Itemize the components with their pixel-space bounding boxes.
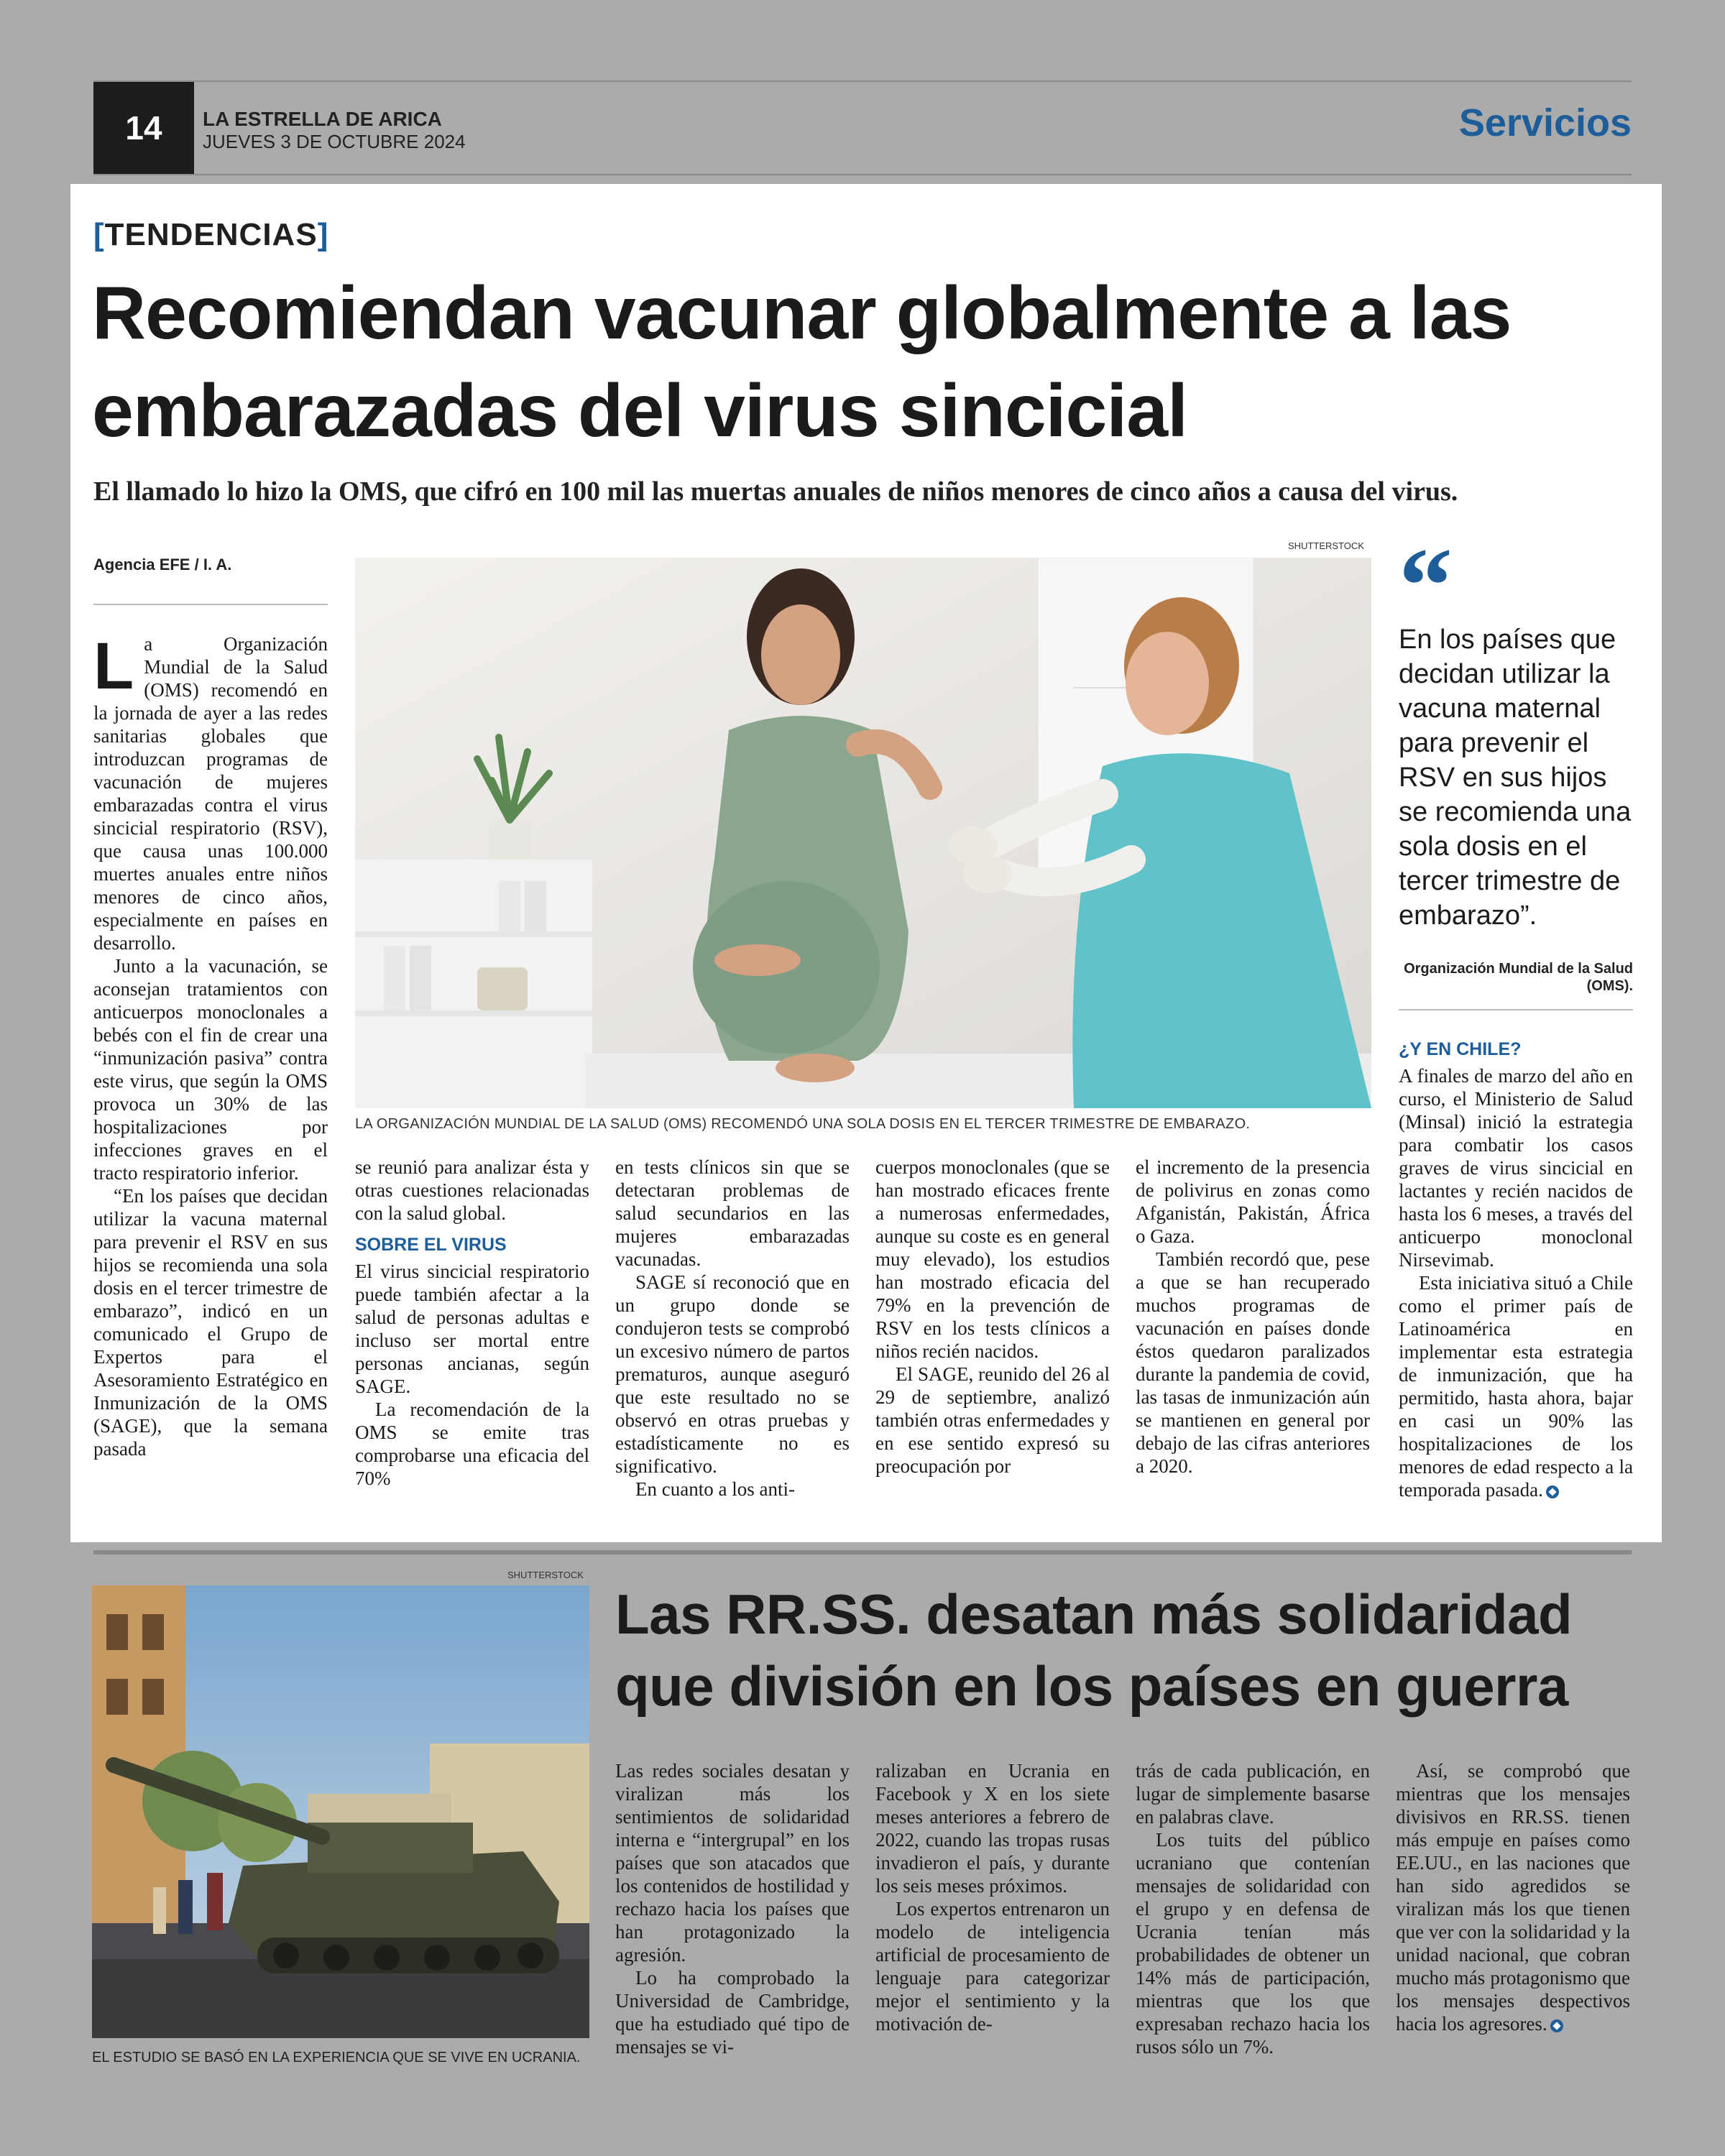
article2-column-1 bbox=[615, 1759, 850, 2058]
paragraph: Los tuits del público ucraniano que contenían mensajes de solidaridad con el grupo y en defensa de Ucrania tenían más probabilidades de obtener un 14% más de participación, mientras que los que expresaban rechazo hacia los rusos sólo un 7%. bbox=[1136, 1829, 1370, 2058]
pull-quote: En los países que decidan utilizar la vacuna maternal para prevenir el RSV en sus hijos se recomienda una sola dosis en el tercer trimestre de embarazo”. bbox=[1399, 625, 1632, 931]
paragraph: Junto a la vacunación, se aconsejan tratamientos con anticuerpos monoclonales a bebés con el fin de crear una “inmunización pasiva” contra este virus, que según la OMS provoca un 30% de las hospitalizaciones por infecciones graves en el tracto respiratorio inferior. bbox=[93, 955, 328, 1184]
paragraph: en tests clínicos sin que se detectaran problemas de salud secundarios en las mujeres embarazadas vacunadas. bbox=[615, 1156, 850, 1270]
drop-cap: L bbox=[93, 630, 134, 703]
kicker-text: TENDENCIAS bbox=[104, 217, 318, 252]
article2-column-3 bbox=[1136, 1759, 1370, 2058]
chile-sidebar bbox=[1399, 1035, 1633, 1501]
paragraph: cuerpos monoclonales (que se han mostrado eficaces frente a numerosas enfermedades, aunque su coste es en general muy elevado), los estudios han mostrado eficacia del 79% en la prevención de RSV en los tests clínicos a niños recién nacidos. bbox=[875, 1156, 1110, 1362]
section-subtitle: SOBRE EL VIRUS bbox=[355, 1235, 507, 1255]
article-headline: Recomiendan vacunar globalmente a las embarazadas del virus sincicial bbox=[92, 272, 1512, 453]
tank-photo bbox=[92, 1585, 589, 2038]
page-number: 14 bbox=[93, 82, 194, 174]
article-column-2 bbox=[355, 1156, 589, 1490]
quote-rule bbox=[1399, 1009, 1633, 1010]
photo-caption: EL ESTUDIO SE BASÓ EN LA EXPERIENCIA QUE SE VIVE EN UCRANIA. bbox=[92, 2050, 581, 2065]
paragraph: se reunió para analizar ésta y otras cuestiones relacionadas con la salud global. bbox=[355, 1156, 589, 1224]
article-headline: Las RR.SS. desatan más solidaridad que división en los países en guerra bbox=[615, 1583, 1573, 1718]
header-rule-top bbox=[93, 80, 1632, 82]
paragraph: el incremento de la presencia de polivirus en zonas como Afganistán, Pakistán, África o Gaza. bbox=[1136, 1156, 1370, 1247]
article2-column-2 bbox=[875, 1759, 1110, 2035]
paragraph: El virus sincicial respiratorio puede también afectar a la salud de personas adultas e incluso ser mortal entre personas ancianas, según SAGE. bbox=[355, 1261, 589, 1397]
section-title: Servicios bbox=[1458, 101, 1632, 144]
paragraph: También recordó que, pese a que se han recuperado muchos programas de vacunación en países donde éstos quedaron paralizados durante la pandemia de covid, las tasas de inmunización aún se mantienen en general por debajo de las cifras anteriores a 2020. bbox=[1136, 1248, 1370, 1477]
article-subhead: El llamado lo hizo la OMS, que cifró en 100 mil las muertas anuales de niños menores de cinco años a causa del virus. bbox=[93, 476, 1458, 507]
paragraph: La recomendación de la OMS se emite tras comprobarse una eficacia del 70% bbox=[355, 1399, 589, 1489]
article-column-5 bbox=[1136, 1156, 1370, 1478]
paragraph: “En los países que decidan utilizar la vacuna maternal para prevenir el RSV en sus hijos se recomienda una sola dosis en el tercer trimestre de embarazo”, indicó en un comunicado el Grupo de Expertos para el Asesoramiento Estratégico en Inmunización de la OMS (SAGE), que la semana pasada bbox=[93, 1185, 328, 1460]
photo-credit: SHUTTERSTOCK bbox=[1288, 540, 1364, 551]
paragraph: Lo ha comprobado la Universidad de Cambridge, que ha estudiado qué tipo de mensajes se vi- bbox=[615, 1967, 850, 2058]
article-column-1 bbox=[93, 632, 328, 1460]
article-column-3 bbox=[615, 1156, 850, 1501]
vaccination-photo bbox=[355, 558, 1371, 1108]
paragraph: Esta iniciativa situó a Chile como el primer país de Latinoamérica en implementar esta estrategia de inmunización, que ha permitido, hasta ahora, bajar en casi un 90% las hospitalizaciones de los menores de edad respecto a la temporada pasada. bbox=[1399, 1272, 1633, 1501]
photo-credit: SHUTTERSTOCK bbox=[507, 1570, 584, 1580]
issue-date: JUEVES 3 DE OCTUBRE 2024 bbox=[203, 131, 466, 152]
paragraph: A finales de marzo del año en curso, el Ministerio de Salud (Minsal) inició la estrategia para combatir los casos graves de virus sincicial en lactantes y recién nacidos de hasta los 6 meses, a través del anticuerpo monoclonal Nirsevimab. bbox=[1399, 1065, 1633, 1271]
quote-source: Organización Mundial de la Salud (OMS). bbox=[1404, 961, 1633, 994]
byline-rule bbox=[93, 604, 328, 605]
end-mark-icon bbox=[1546, 1485, 1559, 1498]
paragraph: Las redes sociales desatan y viralizan más los sentimientos de solidaridad interna e “intergrupal” en los países que son atacados que los contenidos de hostilidad y rechazo hacia los países que han protagonizado la agresión. bbox=[615, 1760, 850, 1966]
article-divider bbox=[93, 1550, 1632, 1554]
article-column-4 bbox=[875, 1156, 1110, 1478]
end-mark-icon bbox=[1550, 2019, 1563, 2032]
paragraph: ralizaban en Ucrania en Facebook y X en los siete meses anteriores a febrero de 2022, cuando las tropas rusas invadieron el país, y durante los seis meses próximos. bbox=[875, 1760, 1110, 1897]
paragraph: En cuanto a los anti- bbox=[635, 1478, 795, 1500]
sidebar-subtitle: ¿Y EN CHILE? bbox=[1399, 1039, 1522, 1059]
article-kicker: [TENDENCIAS] bbox=[93, 217, 329, 252]
newspaper-name: LA ESTRELLA DE ARICA bbox=[203, 108, 442, 130]
paragraph: trás de cada publicación, en lugar de simplemente basarse en palabras clave. bbox=[1136, 1760, 1370, 1828]
paragraph: Los expertos entrenaron un modelo de inteligencia artificial de procesamiento de lenguaje para categorizar mejor el sentimiento y la motivación de- bbox=[875, 1898, 1110, 2035]
paragraph: SAGE sí reconoció que en un grupo donde se condujeron tests se comprobó un excesivo número de partos prematuros, aunque aseguró que este resultado no se observó en otras pruebas y estadísticamente no es significativo. bbox=[615, 1271, 850, 1477]
header-rule-bottom bbox=[93, 174, 1632, 175]
paragraph: a Organización Mundial de la Salud (OMS) recomendó en la jornada de ayer a las redes sanitarias globales que introduzcan programas de vacunación de mujeres embarazadas contra el virus sincicial respiratorio (RSV), que causa unas 100.000 muertes anuales entre niños menores de cinco años, especialmente en países en desarrollo. bbox=[93, 633, 328, 954]
article2-column-4 bbox=[1396, 1759, 1630, 2035]
paragraph: El SAGE, reunido del 26 al 29 de septiembre, analizó también otras enfermedades y en ese sentido expresó su preocupación por bbox=[875, 1363, 1110, 1477]
paragraph: Así, se comprobó que mientras que los mensajes divisivos en RR.SS. tienen más empuje en países como EE.UU., en las naciones que han sido agredidos se viralizan más los que tienen que ver con la solidaridad y la unidad nacional, que cobran mucho más protagonismo que los mensajes despectivos hacia los agresores. bbox=[1396, 1760, 1630, 2035]
article-byline: Agencia EFE / I. A. bbox=[93, 556, 232, 573]
quote-mark-icon: “ bbox=[1399, 526, 1453, 645]
photo-caption: LA ORGANIZACIÓN MUNDIAL DE LA SALUD (OMS) RECOMENDÓ UNA SOLA DOSIS EN EL TERCER TRIMESTRE DE EMBARAZO. bbox=[355, 1116, 1251, 1132]
